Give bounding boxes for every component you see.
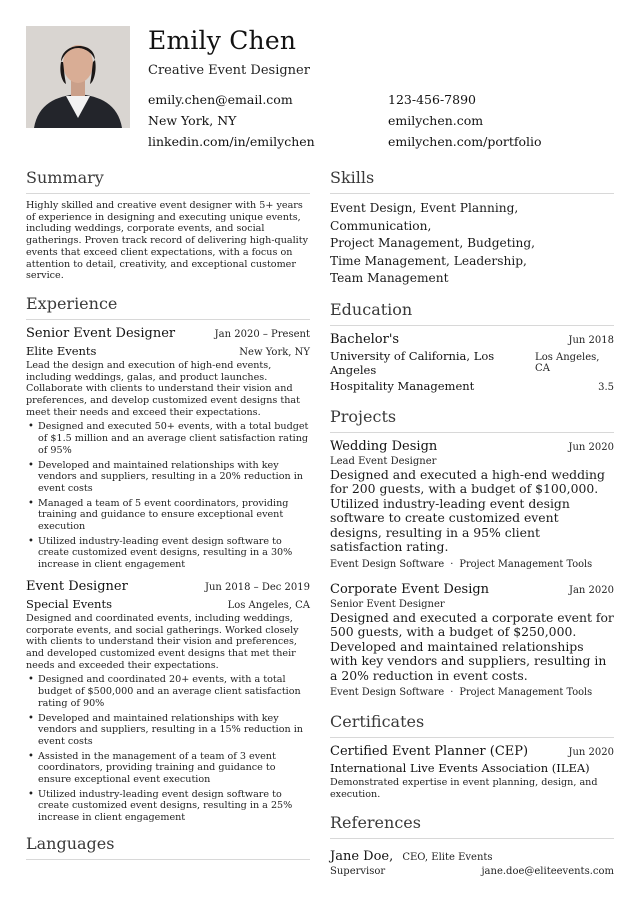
location-text: New York, NY — [148, 113, 237, 128]
languages-section — [26, 834, 310, 860]
job-description: Lead the design and execution of high-end events, including weddings, galas, and product launches. Collaborate with clients to understand their vision and preferences, and develop customized event designs that meet their needs and exceed their expectations. — [26, 359, 300, 418]
experience-section — [26, 294, 310, 824]
certificates-heading: Certificates — [330, 712, 614, 738]
job-bullets — [26, 674, 310, 823]
project-date: Jan 2020 — [568, 584, 614, 596]
project-entry — [330, 439, 614, 570]
candidate-name: Emily Chen — [148, 26, 297, 55]
job-title: Event Designer — [26, 578, 128, 594]
skills-section — [330, 168, 614, 288]
job-date: Jan 2020 – Present — [214, 328, 310, 340]
job-bullet: • Utilized industry-leading event design software to create customized event designs, resulting in a 25% increase in client engagement — [26, 789, 310, 824]
job-bullet: • Managed a team of 5 event coordinators, providing training and guidance to ensure exceptional event execution — [26, 498, 310, 533]
job-date: Jun 2018 – Dec 2019 — [204, 581, 310, 593]
project-tag: Event Design Software — [330, 687, 445, 699]
project-role: Lead Event Designer — [330, 455, 437, 467]
job-title: Senior Event Designer — [26, 325, 176, 341]
project-tag: Event Design Software — [330, 558, 445, 570]
skills-heading: Skills — [330, 168, 614, 194]
job-bullet: • Developed and maintained relationships with key vendors and suppliers, resulting in a 20% reduction in event costs — [26, 460, 310, 495]
job-entry — [26, 579, 310, 824]
right-column — [330, 168, 614, 877]
project-entry — [330, 582, 614, 699]
job-bullets — [26, 421, 310, 570]
experience-heading: Experience — [26, 294, 310, 320]
job-bullet: • Assisted in the management of a team of 3 event coordinators, providing training and guidance to ensure exceptional event execution — [26, 751, 310, 786]
summary-heading: Summary — [26, 168, 310, 194]
languages-heading: Languages — [26, 834, 310, 860]
gpa-value: 3.5 — [598, 381, 614, 393]
project-tag: Project Management Tools — [459, 687, 593, 699]
job-company: Elite Events — [26, 343, 97, 358]
certificate-date: Jun 2020 — [568, 747, 614, 759]
school-location: Los Angeles, CA — [535, 351, 600, 374]
references-heading: References — [330, 813, 614, 839]
job-bullet: • Utilized industry-leading event design software to create customized event designs, resulting in a 30% increase in client engagement — [26, 536, 310, 571]
reference-relation: Supervisor — [330, 865, 386, 877]
reference-position: CEO, Elite Events — [402, 851, 493, 863]
job-bullet: • Designed and executed 50+ events, with a total budget of $1.5 million and an average client satisfaction rating of 95% — [26, 421, 310, 456]
reference-name: Jane Doe, — [330, 848, 394, 864]
project-tags — [330, 559, 614, 570]
project-name: Corporate Event Design — [330, 581, 490, 597]
job-description: Designed and coordinated events, including weddings, corporate events, and social gatherings. Worked closely with clients to understand their vision and preferences, and developed customized event designs that met their needs and exceeded their expectations. — [26, 612, 299, 671]
website-link[interactable]: emilychen.com — [388, 113, 484, 128]
summary-text: Highly skilled and creative event designer with 5+ years of experience in designing and executing unique events, including weddings, corporate events, and social gatherings. Proven track record of delivering high-quality events that exceed client expectations, with a focus on attention to detail, creativity, and exceptional customer service. — [26, 200, 309, 282]
references-section — [330, 813, 614, 877]
portfolio-link[interactable]: emilychen.com/portfolio — [388, 134, 542, 149]
project-tags — [330, 687, 614, 698]
skills-line: Event Design, Event Planning, Communication, — [330, 201, 519, 233]
degree-date: Jun 2018 — [568, 334, 614, 346]
certificates-section — [330, 712, 614, 800]
job-company: Special Events — [26, 596, 112, 611]
skills-line: Team Management — [330, 271, 449, 286]
separator-dot: · — [450, 687, 454, 699]
project-tag: Project Management Tools — [459, 558, 593, 570]
project-description: Designed and executed a high-end wedding for 200 guests, with a budget of $100,000. Utilized industry-leading event design software to create customized event designs, resulting in a 95% client satisfaction rating. — [330, 466, 605, 555]
separator-dot: · — [450, 558, 454, 570]
job-bullet: • Developed and maintained relationships with key vendors and suppliers, resulting in a 15% reduction in event costs — [26, 713, 310, 748]
summary-section — [26, 168, 310, 282]
email-link[interactable]: emily.chen@email.com — [148, 92, 293, 107]
left-column — [26, 168, 310, 866]
projects-section — [330, 407, 614, 699]
phone-number: 123-456-7890 — [388, 92, 476, 107]
job-location: Los Angeles, CA — [227, 599, 310, 611]
degree-name: Bachelor's — [330, 331, 400, 347]
certificate-name: Certified Event Planner (CEP) — [330, 744, 529, 760]
skills-line: Project Management, Budgeting, — [330, 236, 536, 251]
resume-header — [26, 26, 614, 149]
field-of-study: Hospitality Management — [330, 378, 475, 393]
project-date: Jun 2020 — [568, 441, 614, 453]
education-heading: Education — [330, 300, 614, 326]
certificate-description: Demonstrated expertise in event planning, design, and execution. — [330, 777, 598, 801]
certificate-issuer: International Live Events Association (ILEA) — [330, 761, 590, 776]
job-entry — [26, 326, 310, 571]
job-location: New York, NY — [239, 346, 310, 358]
candidate-title: Creative Event Designer — [148, 63, 310, 78]
linkedin-link[interactable]: linkedin.com/in/emilychen — [148, 134, 315, 149]
profile-photo — [26, 26, 130, 128]
education-section — [330, 300, 614, 393]
skills-line: Time Management, Leadership, — [330, 253, 527, 268]
projects-heading: Projects — [330, 407, 614, 433]
job-bullet: • Designed and coordinated 20+ events, with a total budget of $500,000 and an average client satisfaction rating of 90% — [26, 674, 310, 709]
reference-email[interactable]: jane.doe@eliteevents.com — [481, 865, 614, 877]
project-name: Wedding Design — [330, 438, 438, 454]
portrait-image — [26, 26, 130, 128]
project-description: Designed and executed a corporate event for 500 guests, with a budget of $250,000. Developed and maintained relationships with key vendors and suppliers, resulting in a 20% reduction in event costs. — [330, 609, 614, 683]
project-role: Senior Event Designer — [330, 598, 445, 610]
school-name: University of California, Los Angeles — [330, 348, 495, 377]
